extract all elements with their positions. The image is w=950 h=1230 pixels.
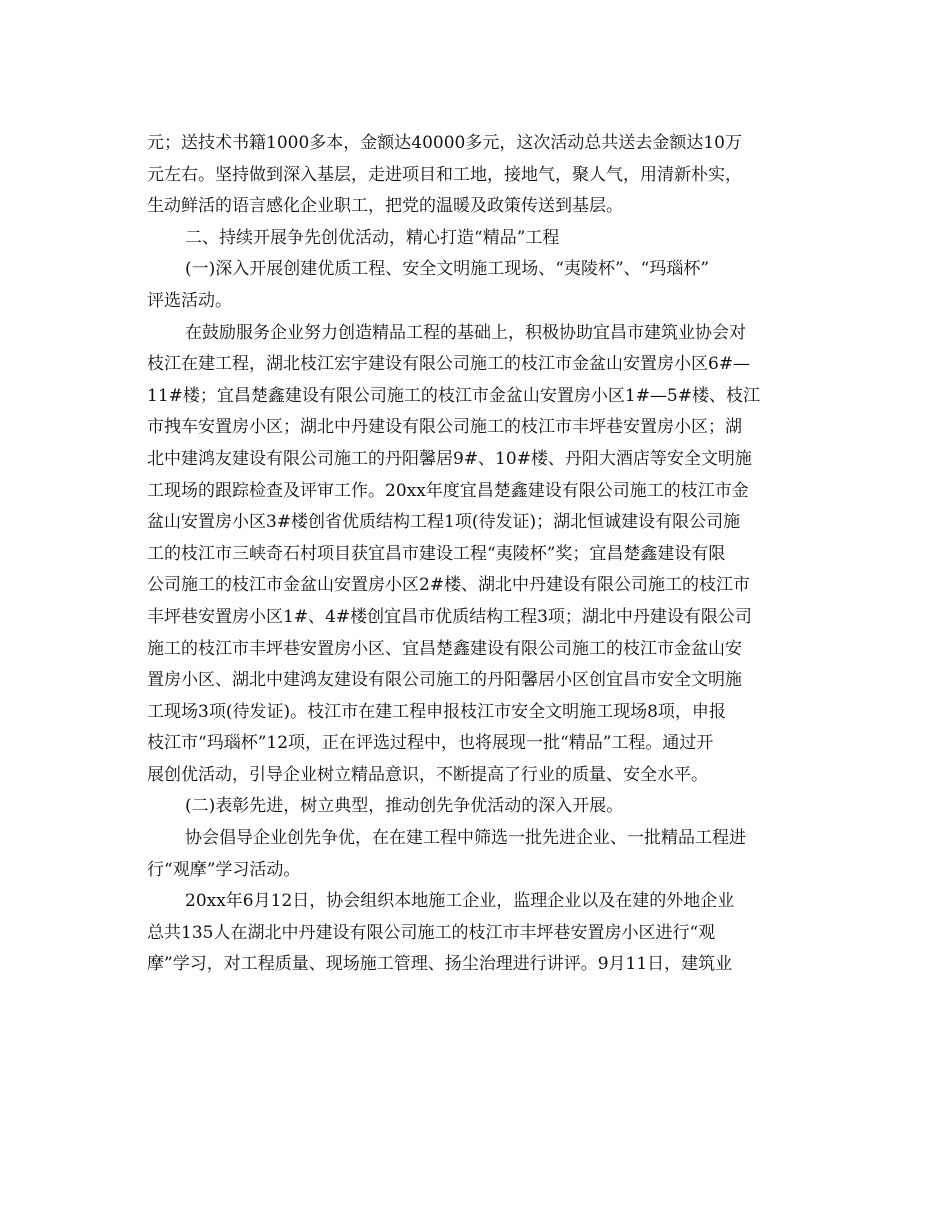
text-line: 枝江市“玛瑙杯”12项，正在评选过程中，也将展现一批“精品”工程。通过开 [147, 733, 714, 754]
text-line: 元左右。坚持做到深入基层，走进项目和工地，接地气，聚人气，用清新朴实， [147, 164, 742, 185]
text-line: 11#楼；宜昌楚鑫建设有限公司施工的枝江市金盆山安置房小区1#—5#楼、枝江 [147, 385, 760, 406]
text-line: 置房小区、湖北中建鸿友建设有限公司施工的丹阳馨居小区创宜昌市安全文明施 [147, 670, 742, 691]
text-line: 评选活动。 [147, 290, 232, 311]
text-line: 元；送技术书籍1000多本，金额达40000多元，这次活动总共送去金额达10万 [147, 133, 742, 153]
section-heading: 二、持续开展争先创优活动，精心打造“精品”工程 [185, 227, 560, 248]
text-line: 市拽车安置房小区；湖北中丹建设有限公司施工的枝江市丰坪巷安置房小区；湖 [147, 417, 742, 438]
text-line: 工现场的跟踪检查及评审工作。20xx年度宜昌楚鑫建设有限公司施工的枝江市金 [147, 480, 749, 501]
text-line: 行“观摩”学习活动。 [147, 859, 301, 880]
text-line: 展创优活动，引导企业树立精品意识，不断提高了行业的质量、安全水平。 [147, 764, 708, 785]
text-line: 北中建鸿友建设有限公司施工的丹阳馨居9#、10#楼、丹阳大酒店等安全文明施 [147, 448, 752, 469]
text-line: 施工的枝江市丰坪巷安置房小区、宜昌楚鑫建设有限公司施工的枝江市金盆山安 [147, 638, 742, 659]
subsection-heading: (一)深入开展创建优质工程、安全文明施工现场、“夷陵杯”、“玛瑙杯” [185, 259, 710, 280]
text-line: 摩”学习，对工程质量、现场施工管理、扬尘治理进行讲评。9月11日，建筑业 [147, 954, 733, 975]
text-line: 丰坪巷安置房小区1#、4#楼创宜昌市优质结构工程3项；湖北中丹建设有限公司 [147, 606, 752, 627]
text-line: 工现场3项(待发证)。枝江市在建工程申报枝江市安全文明施工现场8项，申报 [147, 701, 726, 722]
text-line: 生动鲜活的语言感化企业职工，把党的温暖及政策传送到基层。 [147, 196, 623, 217]
paragraph-start: 协会倡导企业创先争优，在在建工程中筛选一批先进企业、一批精品工程进 [185, 828, 746, 849]
text-line: 公司施工的枝江市金盆山安置房小区2#楼、湖北中丹建设有限公司施工的枝江市 [147, 575, 751, 596]
text-line: 总共135人在湖北中丹建设有限公司施工的枝江市丰坪巷安置房小区进行“观 [147, 922, 716, 943]
subsection-heading: (二)表彰先进，树立典型，推动创先争优活动的深入开展。 [185, 796, 624, 817]
paragraph-start: 在鼓励服务企业努力创造精品工程的基础上，积极协助宜昌市建筑业协会对 [185, 322, 746, 343]
text-line: 盆山安置房小区3#楼创省优质结构工程1项(待发证)；湖北恒诚建设有限公司施 [147, 512, 741, 533]
paragraph-start: 20xx年6月12日，协会组织本地施工企业，监理企业以及在建的外地企业 [185, 891, 735, 912]
text-line: 工的枝江市三峡奇石村项目获宜昌市建设工程“夷陵杯”奖；宜昌楚鑫建设有限 [147, 543, 726, 564]
document-body [147, 128, 807, 981]
text-line: 枝江在建工程，湖北枝江宏宇建设有限公司施工的枝江市金盆山安置房小区6#— [147, 354, 751, 375]
